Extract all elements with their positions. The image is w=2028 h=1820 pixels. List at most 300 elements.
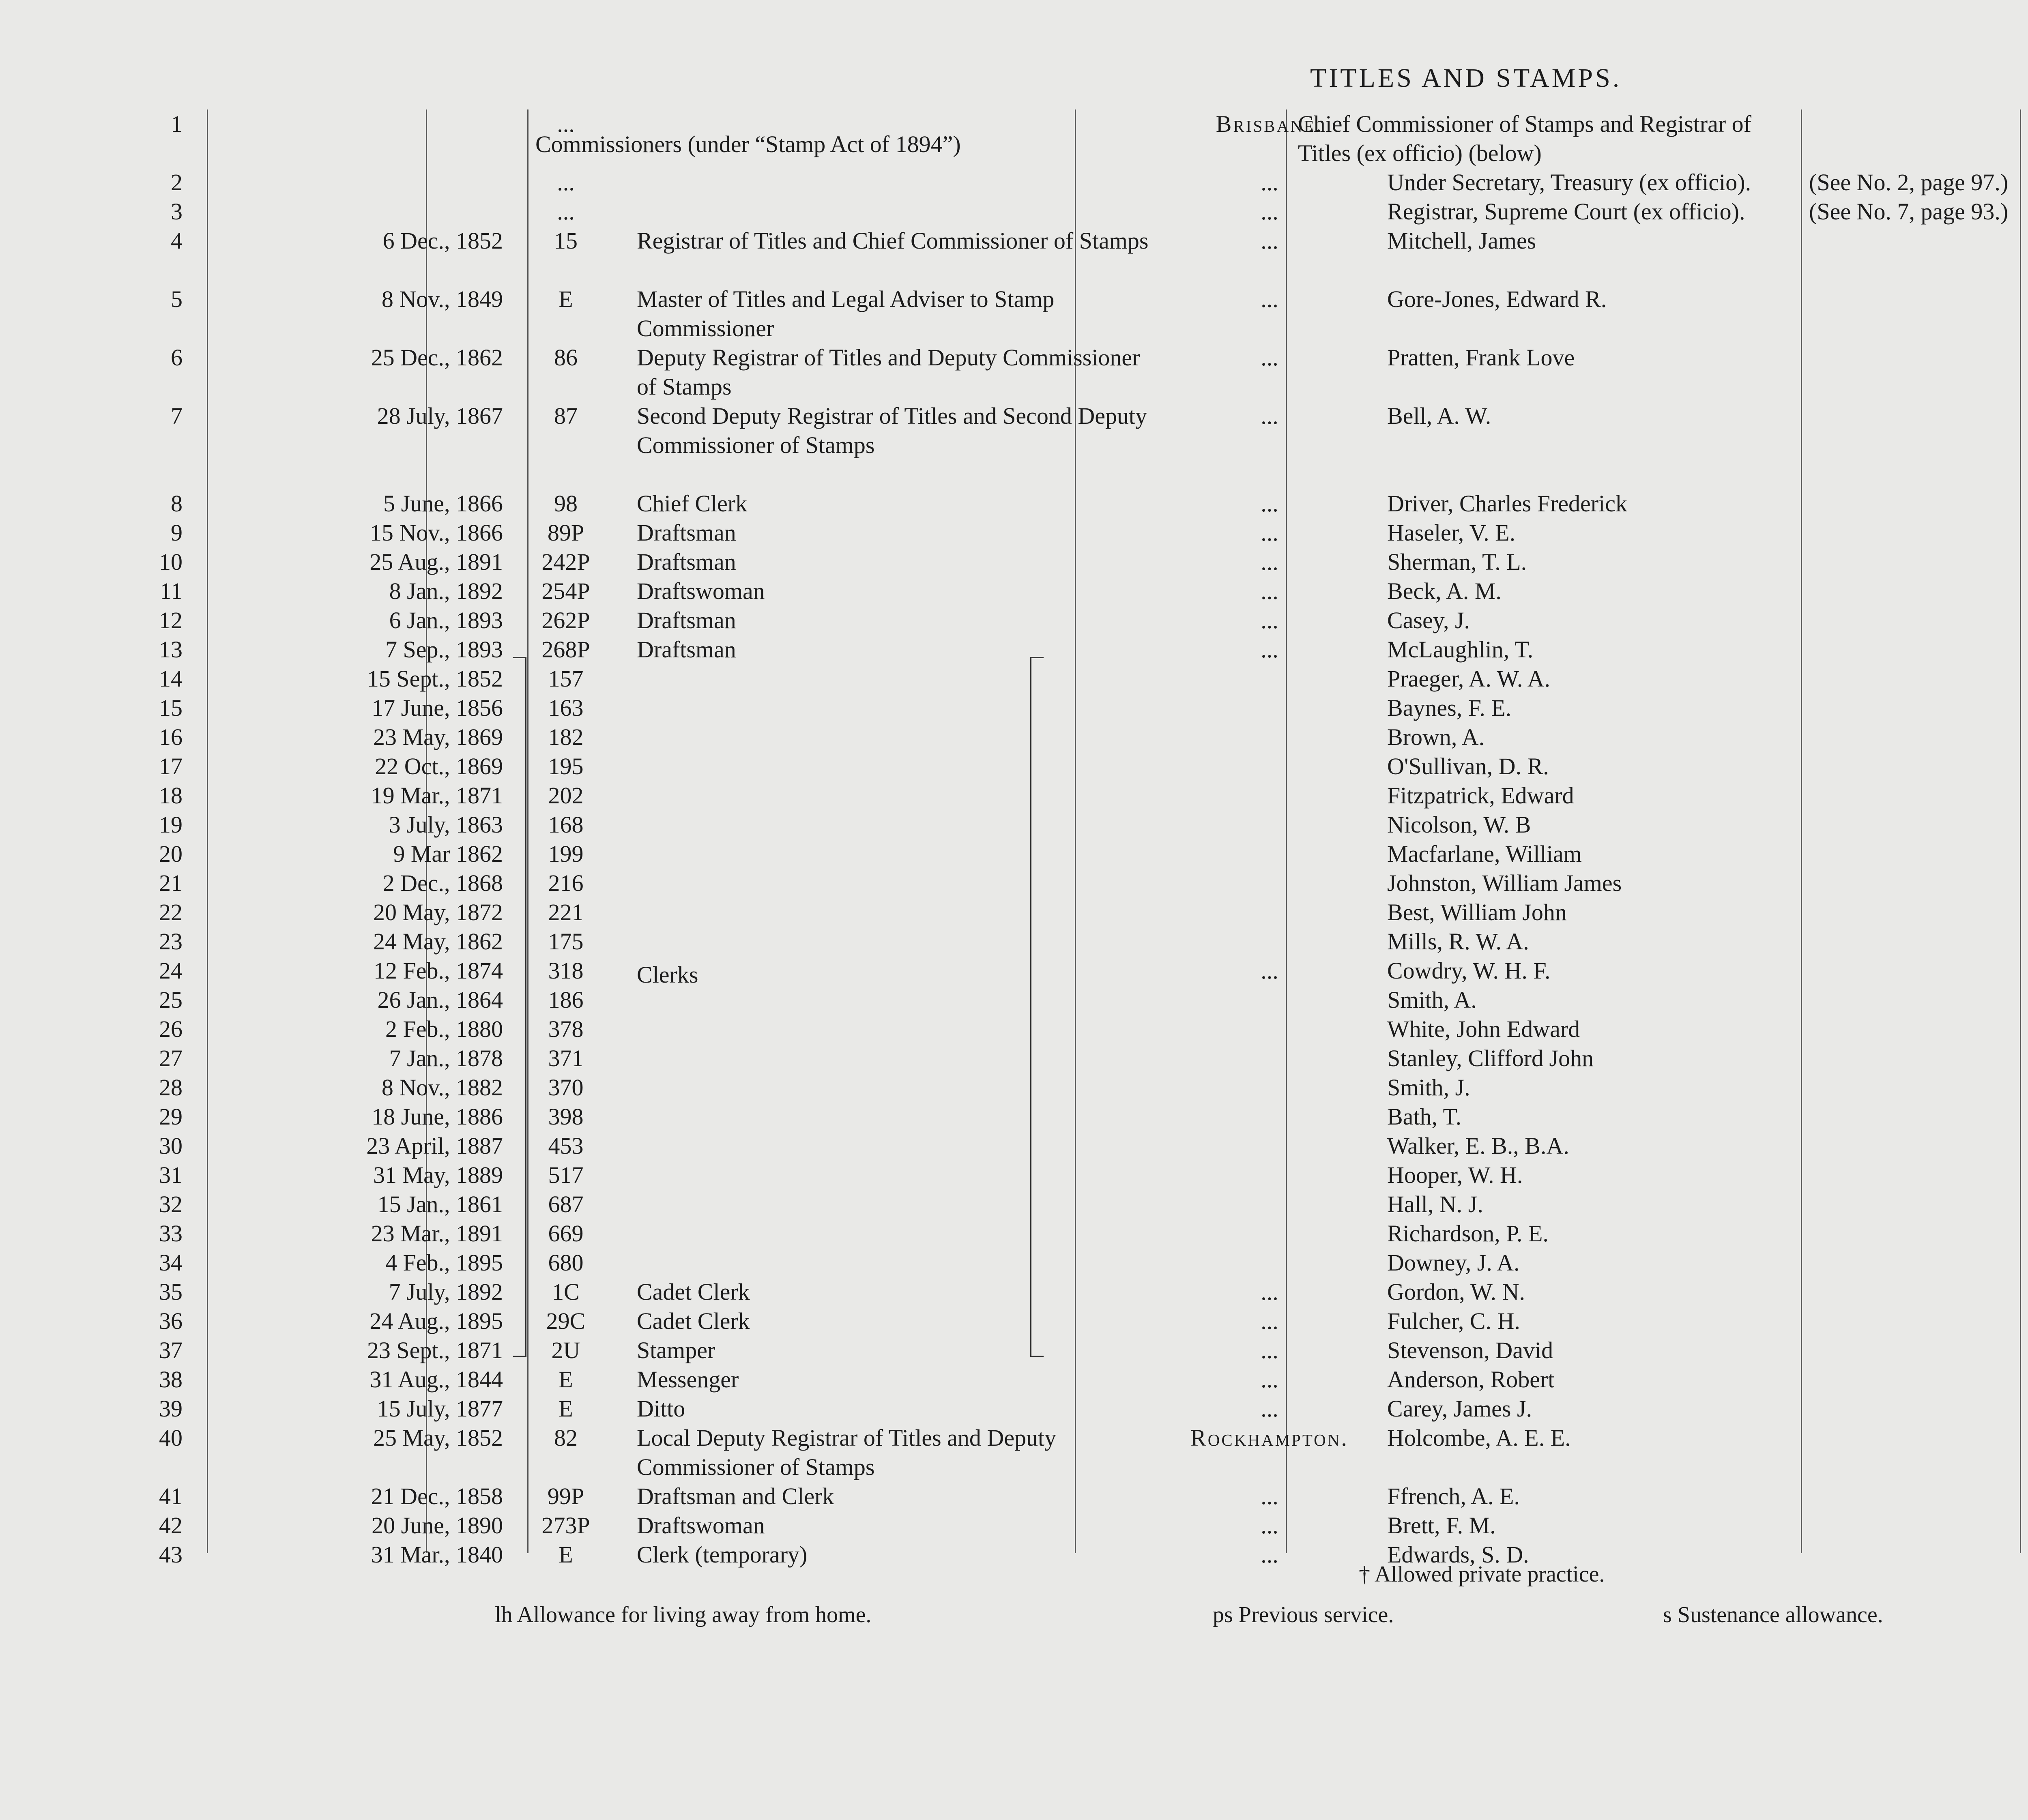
class-cell: ... xyxy=(557,169,575,195)
row-number: 29 xyxy=(159,1103,183,1130)
table-row xyxy=(101,1423,2028,1482)
first-appointment-cell xyxy=(1902,664,2028,693)
birth-date-cell: 23 Sept., 1871 xyxy=(367,1337,503,1363)
first-appointment-cell xyxy=(1902,1102,2028,1131)
row-number: 2 xyxy=(171,169,183,195)
office-cell: Master of Titles and Legal Adviser to Stamp Commissioner xyxy=(637,286,1055,341)
class-cell: E xyxy=(559,1366,573,1393)
first-appointment-cell xyxy=(1902,1131,2028,1161)
first-appointment-cell xyxy=(1902,1511,2028,1540)
office-cell: Draftsman xyxy=(637,549,736,575)
name-cell: Hooper, W. H. xyxy=(1387,1162,1523,1188)
table-row xyxy=(101,723,2028,752)
location-cell: ... xyxy=(1261,957,1278,984)
first-appointment-cell xyxy=(1902,1161,2028,1190)
table-row xyxy=(101,956,2028,985)
first-appointment-cell xyxy=(1902,635,2028,664)
birth-date-cell: 24 May, 1862 xyxy=(373,928,503,955)
first-appointment-cell xyxy=(1902,1015,2028,1044)
row-number: 9 xyxy=(171,519,183,546)
name-cell: Gordon, W. N. xyxy=(1387,1279,1525,1305)
class-cell: 82 xyxy=(554,1425,578,1451)
location-cell: ... xyxy=(1261,228,1278,254)
clerks-group-label: Clerks xyxy=(637,962,698,988)
birth-date-cell: 25 May, 1852 xyxy=(373,1425,503,1451)
first-appointment-cell xyxy=(1902,1394,2028,1423)
table-row xyxy=(101,1015,2028,1044)
table-row xyxy=(101,752,2028,781)
first-appointment-cell xyxy=(1902,956,2028,985)
row-number: 32 xyxy=(159,1191,183,1217)
table-row xyxy=(101,1511,2028,1540)
location-cell: ... xyxy=(1261,519,1278,546)
row-number: 36 xyxy=(159,1308,183,1334)
first-appointment-cell xyxy=(1902,869,2028,898)
name-cell: Stevenson, David xyxy=(1387,1337,1553,1363)
name-cell: Registrar, Supreme Court (ex officio). xyxy=(1387,198,1745,225)
name-cell: Best, William John xyxy=(1387,899,1567,925)
class-cell: 262P xyxy=(541,607,590,633)
office-cell: Stamper xyxy=(637,1337,715,1363)
name-cell: Downey, J. A. xyxy=(1387,1249,1520,1276)
first-appointment-cell xyxy=(1902,839,2028,869)
name-cell: Beck, A. M. xyxy=(1387,578,1502,604)
class-cell: 2U xyxy=(551,1337,580,1363)
table-row xyxy=(101,810,2028,839)
first-appointment-cell xyxy=(1902,489,2028,518)
class-cell: 378 xyxy=(548,1016,584,1042)
row-number: 5 xyxy=(171,286,183,312)
table-row xyxy=(101,1248,2028,1277)
row-number: 11 xyxy=(160,578,183,604)
first-appointment-cell xyxy=(1902,1277,2028,1307)
table-row xyxy=(101,664,2028,693)
row-number: 18 xyxy=(159,782,183,809)
name-cell: Smith, J. xyxy=(1387,1074,1470,1101)
first-appointment-cell xyxy=(1902,1365,2028,1394)
birth-date-cell: 15 Nov., 1866 xyxy=(370,519,503,546)
row-number: 26 xyxy=(159,1016,183,1042)
row-number: 23 xyxy=(159,928,183,955)
row-number: 37 xyxy=(159,1337,183,1363)
page-title: TITLES AND STAMPS. xyxy=(1310,63,1622,93)
table-row xyxy=(101,1102,2028,1131)
location-cell: ... xyxy=(1261,1308,1278,1334)
birth-date-cell: 20 May, 1872 xyxy=(373,899,503,925)
location-cell: ... xyxy=(1261,1483,1278,1509)
name-cell: Ffrench, A. E. xyxy=(1387,1483,1520,1509)
first-appointment-cell xyxy=(1902,547,2028,577)
birth-date-cell: 15 Jan., 1861 xyxy=(377,1191,503,1217)
row-number: 19 xyxy=(159,811,183,838)
first-appointment-cell xyxy=(1902,1482,2028,1511)
name-cell: Walker, E. B., B.A. xyxy=(1387,1133,1569,1159)
name-cell: Driver, Charles Frederick xyxy=(1387,490,1627,517)
birth-date-cell: 5 June, 1866 xyxy=(383,490,503,517)
class-cell: 202 xyxy=(548,782,584,809)
office-cell: Draftsman and Clerk xyxy=(637,1483,834,1509)
row-number: 1 xyxy=(171,111,183,137)
table-row xyxy=(101,606,2028,635)
office-cell: Chief Clerk xyxy=(637,490,748,517)
location-cell: Rockhampton. xyxy=(1190,1425,1349,1451)
name-cell: Under Secretary, Treasury (ex officio). xyxy=(1387,169,1751,195)
office-cell: Second Deputy Registrar of Titles and Second Deputy Commissioner of Stamps xyxy=(637,403,1147,458)
birth-date-cell: 28 July, 1867 xyxy=(377,403,503,429)
first-appointment-cell xyxy=(1902,1336,2028,1365)
row-number: 27 xyxy=(159,1045,183,1071)
name-cell: Hall, N. J. xyxy=(1387,1191,1483,1217)
name-cell: Bell, A. W. xyxy=(1387,403,1491,429)
birth-date-cell: 31 Mar., 1840 xyxy=(371,1541,503,1568)
table-row xyxy=(101,1277,2028,1307)
birth-date-cell: 22 Oct., 1869 xyxy=(375,753,503,779)
class-cell: 517 xyxy=(548,1162,584,1188)
birth-date-cell: 21 Dec., 1858 xyxy=(371,1483,503,1509)
row-number: 15 xyxy=(159,695,183,721)
class-cell: 318 xyxy=(548,957,584,984)
reference-cell: (See No. 2, page 97.) xyxy=(1809,169,2009,195)
class-cell: 157 xyxy=(548,665,584,692)
first-appointment-cell xyxy=(1902,898,2028,927)
first-appointment-cell xyxy=(1902,1190,2028,1219)
name-cell: Praeger, A. W. A. xyxy=(1387,665,1551,692)
class-cell: 453 xyxy=(548,1133,584,1159)
first-appointment-cell xyxy=(1902,1219,2028,1248)
table-row xyxy=(101,1073,2028,1102)
table-row xyxy=(101,898,2028,927)
birth-date-cell: 3 July, 1863 xyxy=(389,811,503,838)
staff-table xyxy=(101,109,2028,1568)
class-cell: 687 xyxy=(548,1191,584,1217)
birth-date-cell: 25 Dec., 1862 xyxy=(371,344,503,371)
class-cell: 29C xyxy=(546,1308,586,1334)
office-cell: Draftswoman xyxy=(637,578,765,604)
office-cell: Draftsman xyxy=(637,519,736,546)
office-cell: Draftsman xyxy=(637,607,736,633)
name-cell: Edwards, S. D. xyxy=(1387,1541,1529,1568)
table-row xyxy=(101,401,2028,489)
first-appointment-cell xyxy=(1902,985,2028,1015)
birth-date-cell: 23 April, 1887 xyxy=(366,1133,503,1159)
name-cell: O'Sullivan, D. R. xyxy=(1387,753,1549,779)
table-row xyxy=(101,518,2028,547)
birth-date-cell: 8 Nov., 1849 xyxy=(381,286,503,312)
class-cell: 268P xyxy=(541,636,590,663)
name-cell: Casey, J. xyxy=(1387,607,1470,633)
class-cell: ... xyxy=(557,198,575,225)
office-cell: Messenger xyxy=(637,1366,739,1393)
chief-commissioner-entry: Chief Commissioner of Stamps and Registrar of Titles (ex officio) (below) xyxy=(1298,111,1751,166)
table-row xyxy=(101,1190,2028,1219)
commissioners-label: Commissioners (under “Stamp Act of 1894”) xyxy=(535,131,961,157)
row-number: 7 xyxy=(171,403,183,429)
name-cell: Haseler, V. E. xyxy=(1387,519,1516,546)
location-cell: ... xyxy=(1261,607,1278,633)
location-cell: ... xyxy=(1261,198,1278,225)
row-number: 3 xyxy=(171,198,183,225)
name-cell: Brett, F. M. xyxy=(1387,1512,1496,1539)
first-appointment-cell xyxy=(1902,1423,2028,1453)
name-cell: Pratten, Frank Love xyxy=(1387,344,1575,371)
location-cell: ... xyxy=(1261,1366,1278,1393)
name-cell: Mitchell, James xyxy=(1387,228,1536,254)
location-cell: ... xyxy=(1261,636,1278,663)
name-cell: Stanley, Clifford John xyxy=(1387,1045,1594,1071)
row-number: 6 xyxy=(171,344,183,371)
row-number: 34 xyxy=(159,1249,183,1276)
name-cell: Anderson, Robert xyxy=(1387,1366,1555,1393)
location-cell: ... xyxy=(1261,490,1278,517)
table-row xyxy=(101,869,2028,898)
name-cell: Holcombe, A. E. E. xyxy=(1387,1425,1571,1451)
class-cell: 669 xyxy=(548,1220,584,1247)
class-cell: 89P xyxy=(547,519,584,546)
class-cell: 86 xyxy=(554,344,578,371)
location-cell: ... xyxy=(1261,1541,1278,1568)
name-cell: Smith, A. xyxy=(1387,987,1477,1013)
class-cell: 273P xyxy=(541,1512,590,1539)
birth-date-cell: 25 Aug., 1891 xyxy=(370,549,503,575)
location-cell: ... xyxy=(1261,1337,1278,1363)
class-cell: 254P xyxy=(541,578,590,604)
name-cell: McLaughlin, T. xyxy=(1387,636,1534,663)
class-cell: 680 xyxy=(548,1249,584,1276)
row-number: 4 xyxy=(171,228,183,254)
row-number: 25 xyxy=(159,987,183,1013)
class-cell: 216 xyxy=(548,870,584,896)
name-cell: Sherman, T. L. xyxy=(1387,549,1527,575)
footnote-dagger: † Allowed private practice. xyxy=(1359,1562,1605,1587)
first-appointment-cell xyxy=(1902,285,2028,314)
class-cell: 175 xyxy=(548,928,584,955)
birth-date-cell: 8 Jan., 1892 xyxy=(389,578,503,604)
birth-date-cell: 9 Mar 1862 xyxy=(393,841,503,867)
name-cell: Fitzpatrick, Edward xyxy=(1387,782,1574,809)
first-appointment-cell xyxy=(1902,1540,2028,1569)
row-number: 22 xyxy=(159,899,183,925)
class-cell: 1C xyxy=(552,1279,580,1305)
table-row xyxy=(101,781,2028,810)
birth-date-cell: 19 Mar., 1871 xyxy=(371,782,503,809)
office-cell: Cadet Clerk xyxy=(637,1279,750,1305)
row-number: 35 xyxy=(159,1279,183,1305)
first-appointment-cell xyxy=(1902,781,2028,810)
row-number: 12 xyxy=(159,607,183,633)
row-number: 20 xyxy=(159,841,183,867)
location-cell: Brisbane. xyxy=(1216,111,1323,137)
footnote-lh: lh Allowance for living away from home. xyxy=(495,1602,872,1627)
table-row xyxy=(101,1336,2028,1365)
birth-date-cell: 2 Feb., 1880 xyxy=(385,1016,503,1042)
location-cell: ... xyxy=(1261,1395,1278,1422)
office-cell: Clerk (temporary) xyxy=(637,1541,808,1568)
first-appointment-cell xyxy=(1902,343,2028,372)
birth-date-cell: 20 June, 1890 xyxy=(372,1512,503,1539)
class-cell: E xyxy=(559,286,573,312)
row-number: 41 xyxy=(159,1483,183,1509)
first-appointment-cell xyxy=(1902,752,2028,781)
location-cell: ... xyxy=(1261,344,1278,371)
name-cell: Carey, James J. xyxy=(1387,1395,1532,1422)
name-cell: Richardson, P. E. xyxy=(1387,1220,1549,1247)
birth-date-cell: 7 Jan., 1878 xyxy=(389,1045,503,1071)
name-cell: Mills, R. W. A. xyxy=(1387,928,1529,955)
table-row xyxy=(101,1482,2028,1511)
first-appointment-cell xyxy=(1902,1248,2028,1277)
row-number: 33 xyxy=(159,1220,183,1247)
birth-date-cell: 7 July, 1892 xyxy=(389,1279,503,1305)
class-cell: 98 xyxy=(554,490,578,517)
class-cell: 163 xyxy=(548,695,584,721)
class-cell: 195 xyxy=(548,753,584,779)
birth-date-cell: 23 May, 1869 xyxy=(373,724,503,750)
table-row xyxy=(101,197,2028,226)
name-cell: Johnston, William James xyxy=(1387,870,1622,896)
first-appointment-cell xyxy=(1902,1307,2028,1336)
birth-date-cell: 26 Jan., 1864 xyxy=(377,987,503,1013)
name-cell: Nicolson, W. B xyxy=(1387,811,1531,838)
first-appointment-cell xyxy=(1902,401,2028,431)
name-cell: Bath, T. xyxy=(1387,1103,1462,1130)
class-cell: 242P xyxy=(541,549,590,575)
row-number: 13 xyxy=(159,636,183,663)
table-row xyxy=(101,1219,2028,1248)
class-cell: ... xyxy=(557,111,575,137)
office-cell: Ditto xyxy=(637,1395,685,1422)
name-cell: Fulcher, C. H. xyxy=(1387,1308,1520,1334)
class-cell: 371 xyxy=(548,1045,584,1071)
row-number: 38 xyxy=(159,1366,183,1393)
row-number: 42 xyxy=(159,1512,183,1539)
row-number: 30 xyxy=(159,1133,183,1159)
name-cell: Brown, A. xyxy=(1387,724,1485,750)
class-cell: E xyxy=(559,1395,573,1422)
class-cell: E xyxy=(559,1541,573,1568)
birth-date-cell: 23 Mar., 1891 xyxy=(371,1220,503,1247)
row-number: 10 xyxy=(159,549,183,575)
table-row xyxy=(101,547,2028,577)
table-row xyxy=(101,1365,2028,1394)
first-appointment-cell xyxy=(1902,606,2028,635)
office-cell: Registrar of Titles and Chief Commissioner of Stamps xyxy=(637,228,1149,254)
footnote-ps: ps Previous service. xyxy=(1213,1602,1394,1627)
reference-cell: (See No. 7, page 93.) xyxy=(1809,198,2009,225)
birth-date-cell: 24 Aug., 1895 xyxy=(370,1308,503,1334)
table-row xyxy=(101,1044,2028,1073)
table-row xyxy=(101,285,2028,343)
birth-date-cell: 18 June, 1886 xyxy=(372,1103,503,1130)
name-cell: Baynes, F. E. xyxy=(1387,695,1512,721)
first-appointment-cell xyxy=(1902,1073,2028,1102)
first-appointment-cell xyxy=(1902,810,2028,839)
birth-date-cell: 7 Sep., 1893 xyxy=(385,636,503,663)
location-cell: ... xyxy=(1261,578,1278,604)
table-row xyxy=(101,577,2028,606)
first-appointment-cell xyxy=(1902,1044,2028,1073)
table-row xyxy=(101,1540,2028,1569)
office-cell: Draftswoman xyxy=(637,1512,765,1539)
row-number: 43 xyxy=(159,1541,183,1568)
birth-date-cell: 15 Sept., 1852 xyxy=(367,665,503,692)
birth-date-cell: 6 Dec., 1852 xyxy=(382,228,503,254)
class-cell: 15 xyxy=(554,228,578,254)
row-number: 40 xyxy=(159,1425,183,1451)
first-appointment-cell xyxy=(1902,518,2028,547)
birth-date-cell: 8 Nov., 1882 xyxy=(381,1074,503,1101)
class-cell: 99P xyxy=(547,1483,584,1509)
row-number: 14 xyxy=(159,665,183,692)
birth-date-cell: 31 Aug., 1844 xyxy=(370,1366,503,1393)
class-cell: 182 xyxy=(548,724,584,750)
birth-date-cell: 6 Jan., 1893 xyxy=(389,607,503,633)
office-cell: Cadet Clerk xyxy=(637,1308,750,1334)
location-cell: ... xyxy=(1261,549,1278,575)
name-cell: White, John Edward xyxy=(1387,1016,1580,1042)
class-cell: 87 xyxy=(554,403,578,429)
row-number: 21 xyxy=(159,870,183,896)
first-appointment-cell xyxy=(1902,723,2028,752)
row-number: 28 xyxy=(159,1074,183,1101)
location-cell: ... xyxy=(1261,1279,1278,1305)
name-cell: Macfarlane, William xyxy=(1387,841,1582,867)
table-row xyxy=(101,343,2028,401)
first-appointment-cell xyxy=(1902,693,2028,723)
class-cell: 370 xyxy=(548,1074,584,1101)
name-cell: Gore-Jones, Edward R. xyxy=(1387,286,1607,312)
table-row xyxy=(101,1307,2028,1336)
row-number: 16 xyxy=(159,724,183,750)
first-appointment-cell xyxy=(1902,577,2028,606)
office-cell: Local Deputy Registrar of Titles and Deputy Commissioner of Stamps xyxy=(637,1425,1057,1480)
row-number: 17 xyxy=(159,753,183,779)
table-row xyxy=(101,226,2028,285)
table-row xyxy=(101,1394,2028,1423)
class-cell: 199 xyxy=(548,841,584,867)
table-row xyxy=(101,693,2028,723)
class-cell: 221 xyxy=(548,899,584,925)
table-row xyxy=(101,985,2028,1015)
birth-date-cell: 4 Feb., 1895 xyxy=(385,1249,503,1276)
row-number: 31 xyxy=(159,1162,183,1188)
class-cell: 168 xyxy=(548,811,584,838)
footnote-s: s Sustenance allowance. xyxy=(1663,1602,1883,1627)
birth-date-cell: 15 July, 1877 xyxy=(377,1395,503,1422)
table-row xyxy=(101,489,2028,518)
name-cell: Cowdry, W. H. F. xyxy=(1387,957,1551,984)
class-cell: 398 xyxy=(548,1103,584,1130)
first-appointment-cell xyxy=(1902,927,2028,956)
birth-date-cell: 17 June, 1856 xyxy=(372,695,503,721)
first-appointment-cell xyxy=(1902,226,2028,255)
location-cell: ... xyxy=(1261,169,1278,195)
office-cell: Deputy Registrar of Titles and Deputy Commissioner of Stamps xyxy=(637,344,1140,400)
row-number: 24 xyxy=(159,957,183,984)
table-row xyxy=(101,168,2028,197)
location-cell: ... xyxy=(1261,1512,1278,1539)
table-row xyxy=(101,1131,2028,1161)
class-cell: 186 xyxy=(548,987,584,1013)
birth-date-cell: 31 May, 1889 xyxy=(373,1162,503,1188)
table-row xyxy=(101,1161,2028,1190)
row-number: 39 xyxy=(159,1395,183,1422)
location-cell: ... xyxy=(1261,403,1278,429)
table-row xyxy=(101,839,2028,869)
table-row xyxy=(101,927,2028,956)
birth-date-cell: 12 Feb., 1874 xyxy=(374,957,503,984)
table-row xyxy=(101,635,2028,664)
office-cell: Draftsman xyxy=(637,636,736,663)
